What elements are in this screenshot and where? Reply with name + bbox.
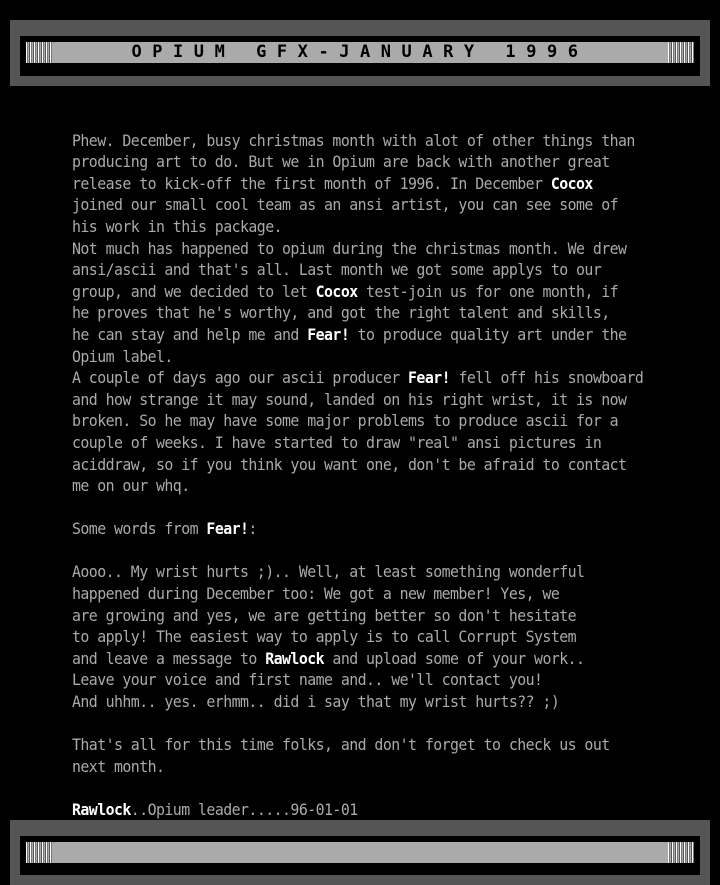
text-line: aciddraw, so if you think you want one, don't be afraid to contact	[72, 454, 627, 474]
text-line: couple of weeks. I have started to draw "real" ansi pictures in	[72, 432, 602, 452]
dither-pattern-left	[26, 842, 52, 863]
footer-frame	[0, 820, 720, 885]
text-line: group, and we decided to let Cocox test-join us for one month, if	[72, 281, 619, 301]
header-bar	[26, 42, 694, 63]
member-name: Cocox	[315, 281, 358, 301]
page-title: OPIUM GFX-JANUARY 1996	[131, 42, 589, 62]
header-frame	[0, 20, 720, 86]
text-line: release to kick-off the first month of 1996. In December Cocox	[72, 173, 593, 193]
signature-name: Rawlock	[72, 800, 131, 819]
text-line: are growing and yes, we are getting better so don't hesitate	[72, 605, 577, 625]
text-line: That's all for this time folks, and don't forget to check us out	[72, 735, 610, 755]
member-name: Fear!	[408, 368, 451, 388]
text-line: Leave your voice and first name and.. we'll contact you!	[72, 670, 543, 690]
text-line: joined our small cool team as an ansi artist, you can see some of	[72, 195, 619, 215]
dither-pattern-right	[668, 842, 694, 863]
text-line: he proves that he's worthy, and got the right talent and skills,	[72, 303, 610, 323]
text-line: ansi/ascii and that's all. Last month we got some applys to our	[72, 260, 602, 280]
text-line: Not much has happened to opium during the christmas month. We drew	[72, 238, 627, 258]
text-line: and how strange it may sound, landed on his right wrist, it is now	[72, 389, 627, 409]
member-name: Fear!	[206, 519, 249, 539]
text-line: next month.	[72, 756, 165, 776]
footer-bar	[26, 842, 694, 863]
signature-rest: ..Opium leader.....96-01-01	[130, 800, 358, 819]
text-line: Opium label.	[72, 346, 173, 366]
text-line: And uhhm.. yes. erhmm.. did i say that my wrist hurts?? ;)	[72, 692, 560, 712]
text-line: Aooo.. My wrist hurts ;).. Well, at least something wonderful	[72, 562, 585, 582]
member-name: Fear!	[307, 324, 350, 344]
text-line: Phew. December, busy christmas month with alot of other things than	[72, 130, 635, 150]
signature	[72, 799, 658, 821]
text-line: broken. So he may have some major problems to produce ascii for a	[72, 411, 619, 431]
text-line: me on our whq.	[72, 476, 190, 496]
member-name: Cocox	[550, 173, 593, 193]
text-line: his work in this package.	[72, 216, 283, 236]
text-line: producing art to do. But we in Opium are back with another great	[72, 152, 610, 172]
text-line: and leave a message to Rawlock and upload some of your work..	[72, 648, 585, 668]
text-line: Some words from Fear!:	[72, 519, 257, 539]
member-name: Rawlock	[265, 648, 325, 668]
text-line: A couple of days ago our ascii producer Fear! fell off his snowboard	[72, 368, 644, 388]
text-line: happened during December too: We got a new member! Yes, we	[72, 584, 560, 604]
letter-body	[72, 108, 658, 842]
text-line: to apply! The easiest way to apply is to call Corrupt System	[72, 627, 577, 647]
text-line: he can stay and help me and Fear! to produce quality art under the	[72, 324, 627, 344]
